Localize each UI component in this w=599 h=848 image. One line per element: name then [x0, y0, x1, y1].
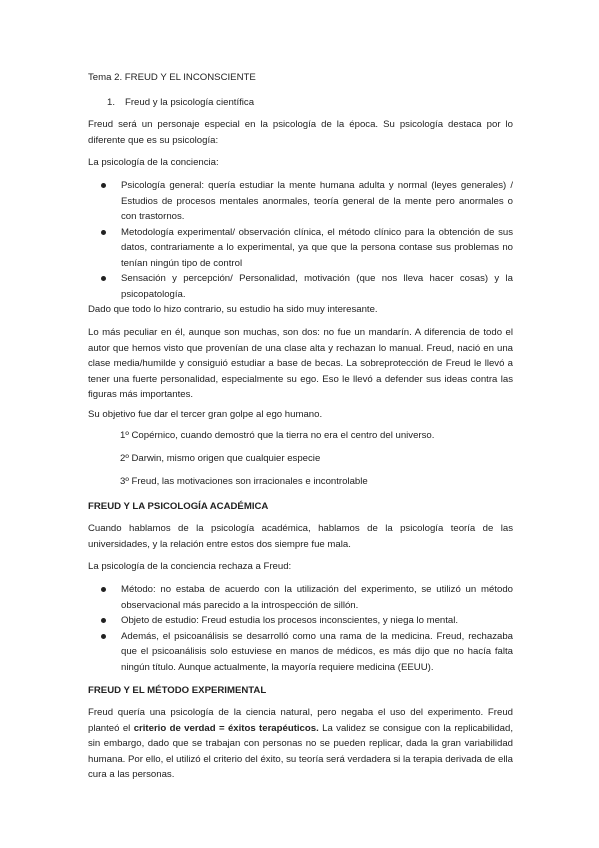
bullet-icon: [101, 587, 106, 592]
conciencia-heading: La psicología de la conciencia:: [88, 157, 219, 168]
paragraph-metodo: Freud quería una psicología de la ciencia natural, pero negaba el uso del experimento. Freud planteó el criterio de verdad = éxitos terapéuticos. La validez se consigue con la replicabilidad, sin embargo, dado que se trabajan con personas no se pueden replicar, dada la gran variabilidad humana. Por ello, el utilizó el criterio del éxito, su teoría será verdadera si la terapia derivada de ella cura a las personas.: [88, 707, 513, 780]
paragraph-rechaza: La psicología de la conciencia rechaza a Freud:: [88, 561, 292, 572]
rechazo-list: [88, 582, 513, 675]
paragraph-objetivo: Su objetivo fue dar el tercer gran golpe al ego humano.: [88, 409, 323, 420]
golpe-freud: 3º Freud, las motivaciones son irracionales e incontrolable: [120, 476, 368, 487]
paragraph-academica: Cuando hablamos de la psicología académica, hablamos de la psicología teoría de las universidades, y la relación entre estos dos siempre fue mala.: [88, 523, 513, 550]
section-heading: [107, 95, 507, 111]
list-item: Metodología experimental/ observación clínica, el método clínico para la obtención de sus datos, contrariamente a lo experimental, ya que que la persona contase sus problemas no tenían ningún tipo de control: [88, 225, 513, 272]
section-title: Freud y la psicología científica: [125, 97, 255, 108]
bullet-icon: [101, 634, 106, 639]
bullet-icon: [101, 230, 106, 235]
list-item: Además, el psicoanálisis se desarrolló como una rama de la medicina. Freud, rechazaba que el psicoanálisis solo estuviese en manos de médicos, es más dijo que no hacía falta ningún título. Aunque actualmente, la mayoría requiere medicina (EEUU).: [88, 629, 513, 676]
golpe-copernico: 1º Copérnico, cuando demostró que la tierra no era el centro del universo.: [120, 430, 435, 441]
section-number: 1.: [107, 97, 116, 108]
bullet-icon: [101, 618, 106, 623]
heading-metodo: FREUD Y EL MÉTODO EXPERIMENTAL: [88, 685, 267, 696]
heading-academica: FREUD Y LA PSICOLOGÍA ACADÉMICA: [88, 501, 269, 512]
list-item: Sensación y percepción/ Personalidad, motivación (que nos lleva hacer cosas) y la psicopatología.: [88, 271, 513, 302]
bullet-icon: [101, 183, 106, 188]
intro-paragraph: Freud será un personaje especial en la psicología de la época. Su psicología destaca por lo diferente que es su psicología:: [88, 119, 513, 146]
golpe-darwin: 2º Darwin, mismo origen que cualquier especie: [120, 453, 321, 464]
criterio-verdad-bold: criterio de verdad = éxitos terapéuticos.: [133, 722, 319, 734]
paragraph-peculiar: Lo más peculiar en él, aunque son muchas, son dos: no fue un mandarín. A diferencia de todo el autor que hemos visto que provenían de una clase alta y rechazan lo manual. Freud, nació en una clase media/humilde y consiguió estudiar a base de becas. La sobreprotección de Freud le llevó a tener una fuerte personalidad, especialmente su ego. Eso le llevó a defender sus ideas contra las figuras más importantes.: [88, 327, 513, 400]
list-item: Método: no estaba de acuerdo con la utilización del experimento, se utilizó un método observacional más parecido a la introspección de sillón.: [88, 582, 513, 613]
paragraph-contrario: Dado que todo lo hizo contrario, su estudio ha sido muy interesante.: [88, 304, 378, 315]
bullet-icon: [101, 276, 106, 281]
document-title: Tema 2. FREUD Y EL INCONSCIENTE: [88, 72, 256, 83]
list-item: Psicología general: quería estudiar la mente humana adulta y normal (leyes generales) / Estudios de procesos mentales anormales, teoría general de la mente pero anormales o con trastornos.: [88, 178, 513, 225]
list-item: Objeto de estudio: Freud estudia los procesos inconscientes, y niega lo mental.: [88, 613, 513, 629]
conciencia-list: [88, 178, 513, 302]
